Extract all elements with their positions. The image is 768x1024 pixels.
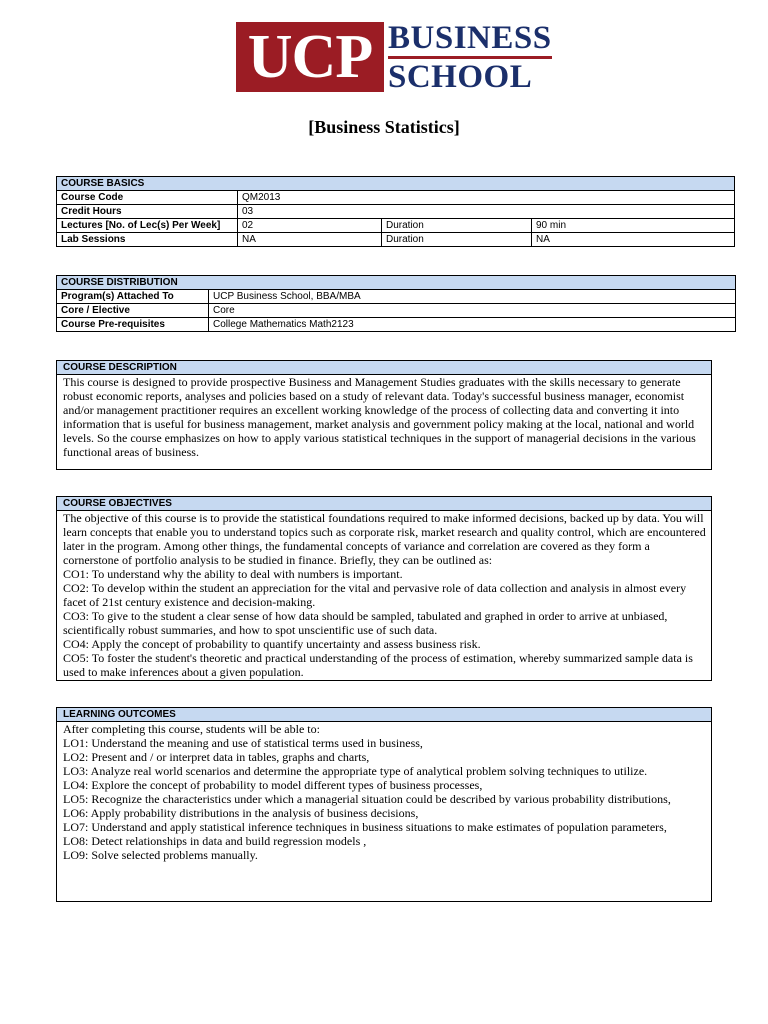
list-item: CO3: To give to the student a clear sense of how data should be sampled, tabulated and graphed in order to arrive at unbiased, scientifically robust summaries, and how to spot unscientific use of such data. <box>63 609 668 637</box>
course-basics-table <box>56 176 735 247</box>
logo-word-school: SCHOOL <box>388 58 533 95</box>
programs-value: UCP Business School, BBA/MBA <box>209 290 736 304</box>
table-row <box>57 191 735 205</box>
list-item: CO2: To develop within the student an appreciation for the vital and pervasive role of data collection and analysis in almost every facet of 21st century existence and decision-making. <box>63 581 687 609</box>
lectures-value: 02 <box>238 219 382 233</box>
ucp-business-school-logo <box>236 19 552 95</box>
list-item: LO1: Understand the meaning and use of statistical terms used in business, <box>63 736 423 750</box>
list-item: CO4: Apply the concept of probability to quantify uncertainty and assess business risk. <box>63 637 481 651</box>
table-row <box>57 219 735 233</box>
course-basics-header-row <box>57 177 735 191</box>
list-item: LO5: Recognize the characteristics under which a managerial situation could be described by various probability distributions, <box>63 792 671 806</box>
course-objectives-intro: The objective of this course is to provide the statistical foundations required to make informed decisions, backed up by data. You will learn concepts that enable you to understand topics such as corporate risk, market research and quality control, which are encountered later in the program. Among other things, the fundamental concepts of variance and correlation are covered as they form a cornerstone of portfolio analysis to be studied in finance. Briefly, they can be outlined as: <box>63 511 706 567</box>
list-item: CO5: To foster the student's theoretic and practical understanding of the process of estimation, whereby summarized sample data is used to make inferences about a given population. <box>63 651 693 679</box>
logo-ucp-block: UCP <box>236 22 384 92</box>
core-elective-value: Core <box>209 304 736 318</box>
lab-sessions-value: NA <box>238 233 382 247</box>
table-row <box>57 318 736 332</box>
course-objectives-body <box>57 511 711 679</box>
list-item: CO1: To understand why the ability to deal with numbers is important. <box>63 567 403 581</box>
programs-label: Program(s) Attached To <box>57 290 209 304</box>
prerequisites-value: College Mathematics Math2123 <box>209 318 736 332</box>
list-item: LO7: Understand and apply statistical inference techniques in business situations to make estimates of population parameters, <box>63 820 667 834</box>
course-description-header: COURSE DESCRIPTION <box>57 361 711 375</box>
lab-sessions-label: Lab Sessions <box>57 233 238 247</box>
lectures-duration-label: Duration <box>382 219 532 233</box>
course-objectives-section <box>56 496 712 681</box>
lab-duration-value: NA <box>532 233 735 247</box>
course-distribution-table <box>56 275 736 332</box>
table-row <box>57 304 736 318</box>
table-row <box>57 233 735 247</box>
core-elective-label: Core / Elective <box>57 304 209 318</box>
course-distribution-header-row <box>57 276 736 290</box>
document-title: [Business Statistics] <box>308 117 460 137</box>
lab-duration-label: Duration <box>382 233 532 247</box>
list-item: LO4: Explore the concept of probability to model different types of business processes, <box>63 778 483 792</box>
course-code-label: Course Code <box>57 191 238 205</box>
course-basics-header: COURSE BASICS <box>57 177 735 191</box>
credit-hours-label: Credit Hours <box>57 205 238 219</box>
learning-outcomes-header: LEARNING OUTCOMES <box>57 708 711 722</box>
learning-outcomes-body <box>57 722 711 862</box>
course-description-section <box>56 360 712 470</box>
credit-hours-value: 03 <box>238 205 735 219</box>
course-distribution-header: COURSE DISTRIBUTION <box>57 276 736 290</box>
logo-wordmark <box>388 19 552 95</box>
list-item: LO9: Solve selected problems manually. <box>63 848 258 862</box>
list-item: LO2: Present and / or interpret data in tables, graphs and charts, <box>63 750 370 764</box>
learning-outcomes-section <box>56 707 712 902</box>
course-description-text: This course is designed to provide prospective Business and Management Studies graduates with the skills necessary to generate robust economic reports, analyses and policies based on a study of relevant data. Today's successful business manager, economist and/or management practitioner requires an excellent working knowledge of the process of collecting data and converting it into information that is useful for business management, market analysis and government policy making at the local, national and world levels. So the course emphasizes on how to apply various statistical techniques in the support of managerial decisions in the various functional areas of business. <box>63 375 696 459</box>
course-description-body <box>57 375 711 459</box>
table-row <box>57 290 736 304</box>
learning-outcomes-intro: After completing this course, students will be able to: <box>63 722 320 736</box>
list-item: LO6: Apply probability distributions in the analysis of business decisions, <box>63 806 419 820</box>
course-code-value: QM2013 <box>238 191 735 205</box>
table-row <box>57 205 735 219</box>
prerequisites-label: Course Pre-requisites <box>57 318 209 332</box>
lectures-label: Lectures [No. of Lec(s) Per Week] <box>57 219 238 233</box>
course-objectives-header: COURSE OBJECTIVES <box>57 497 711 511</box>
list-item: LO8: Detect relationships in data and build regression models , <box>63 834 367 848</box>
lectures-duration-value: 90 min <box>532 219 735 233</box>
list-item: LO3: Analyze real world scenarios and determine the appropriate type of analytical problem solving techniques to utilize. <box>63 764 648 778</box>
logo-word-business: BUSINESS <box>388 19 552 56</box>
